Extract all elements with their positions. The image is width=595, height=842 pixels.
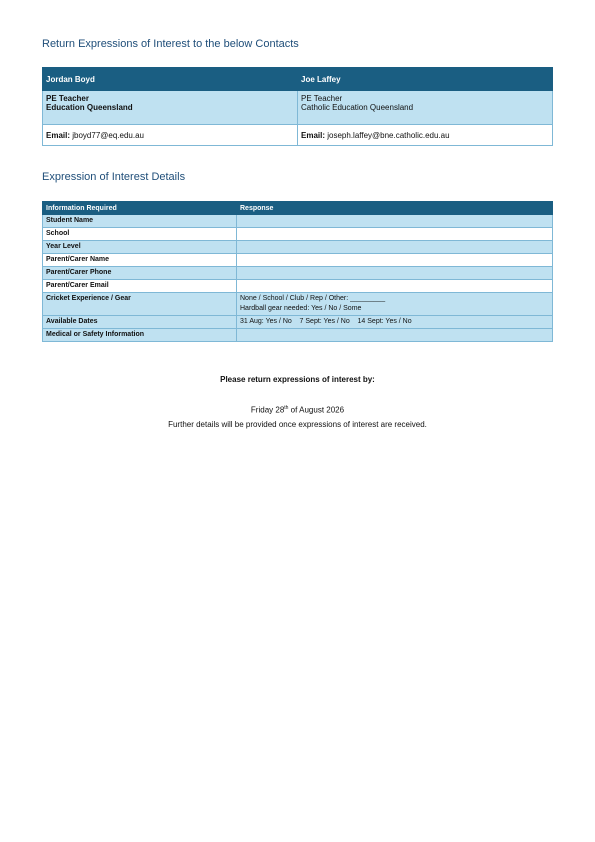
response-cell[interactable] xyxy=(237,293,553,316)
contact-1-org: Education Queensland xyxy=(46,103,133,112)
contact-1-role: PE Teacher xyxy=(46,94,89,103)
row-label: Student Name xyxy=(43,215,237,228)
response-cell[interactable]: 31 Aug: Yes / No 7 Sept: Yes / No 14 Sept: Yes / No xyxy=(237,316,553,329)
gear-options: Hardball gear needed: Yes / No / Some xyxy=(240,305,362,312)
eoi-header-row xyxy=(43,202,553,215)
response-cell[interactable] xyxy=(237,267,553,280)
date-prefix: Friday 28 xyxy=(250,405,285,415)
details-heading: Expression of Interest Details xyxy=(42,171,186,183)
response-cell[interactable] xyxy=(237,241,553,254)
row-label: Available Dates xyxy=(43,316,237,329)
table-row xyxy=(43,280,553,293)
contact-1-email-label: Email: xyxy=(46,130,71,140)
contact-2-email[interactable]: joseph.laffey@bne.catholic.edu.au xyxy=(327,130,450,140)
row-label: Cricket Experience / Gear xyxy=(43,293,237,316)
row-label: Parent/Carer Email xyxy=(43,280,237,293)
contact-2-role-cell xyxy=(298,91,553,125)
return-date xyxy=(0,405,595,415)
contacts-email-row xyxy=(43,125,553,146)
row-label: Parent/Carer Name xyxy=(43,254,237,267)
table-row xyxy=(43,228,553,241)
eoi-header-response: Response xyxy=(237,202,553,215)
further-details-note: Further details will be provided once expressions of interest are received. xyxy=(168,420,427,429)
row-label: Medical or Safety Information xyxy=(43,329,237,342)
row-label: School xyxy=(43,228,237,241)
contact-2-role: PE Teacher xyxy=(301,94,343,103)
table-row xyxy=(43,293,553,316)
contact-1-email-cell xyxy=(43,125,298,146)
contacts-table xyxy=(42,67,553,146)
date-ordinal: th xyxy=(284,405,289,411)
contact-1-name: Jordan Boyd xyxy=(43,68,298,91)
table-row xyxy=(43,267,553,280)
row-label: Parent/Carer Phone xyxy=(43,267,237,280)
contacts-role-row xyxy=(43,91,553,125)
row-label: Year Level xyxy=(43,241,237,254)
contact-2-name: Joe Laffey xyxy=(298,68,553,91)
contact-2-org: Catholic Education Queensland xyxy=(301,103,414,112)
response-cell[interactable] xyxy=(237,329,553,342)
response-cell[interactable] xyxy=(237,280,553,293)
table-row xyxy=(43,329,553,342)
table-row xyxy=(43,241,553,254)
return-by-heading: Please return expressions of interest by: xyxy=(220,375,375,384)
contacts-header-row xyxy=(43,68,553,91)
contact-1-role-cell xyxy=(43,91,298,125)
response-cell[interactable] xyxy=(237,254,553,267)
contact-2-email-cell xyxy=(298,125,553,146)
eoi-header-info: Information Required xyxy=(43,202,237,215)
date-suffix: of August 2026 xyxy=(288,405,345,415)
experience-options: None / School / Club / Rep / Other: _________ xyxy=(240,295,386,302)
response-cell[interactable] xyxy=(237,215,553,228)
eoi-table xyxy=(42,201,553,342)
contacts-heading: Return Expressions of Interest to the below Contacts xyxy=(42,38,299,50)
contact-2-email-label: Email: xyxy=(301,130,326,140)
table-row xyxy=(43,215,553,228)
response-cell[interactable] xyxy=(237,228,553,241)
table-row xyxy=(43,254,553,267)
table-row xyxy=(43,316,553,329)
contact-1-email[interactable]: jboyd77@eq.edu.au xyxy=(72,130,144,140)
